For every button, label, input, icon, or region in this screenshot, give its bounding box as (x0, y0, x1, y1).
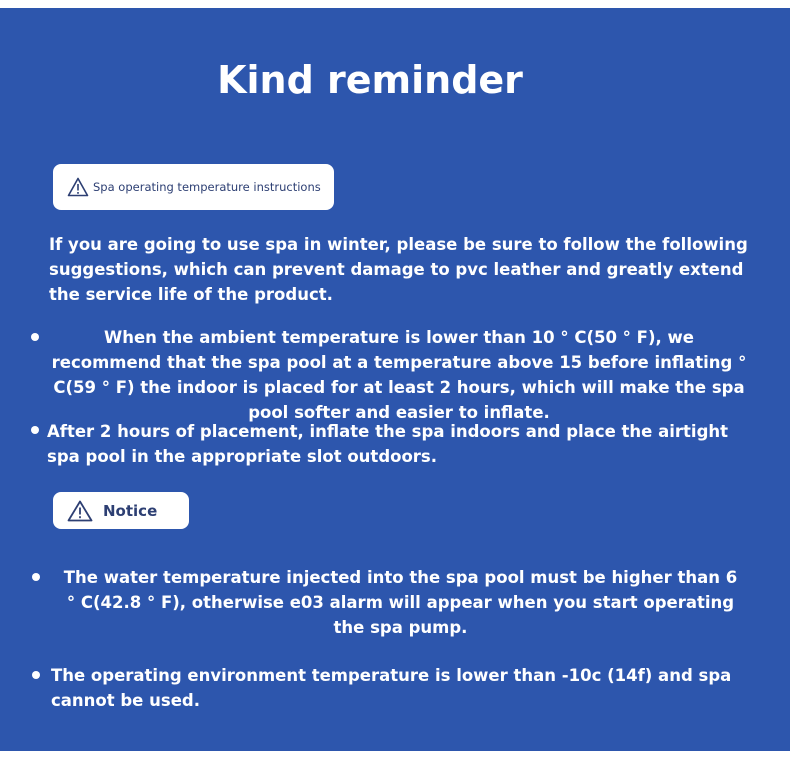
badge-label: Notice (103, 501, 158, 520)
list-item: The water temperature injected into the spa pool must be higher than 6 ° C(42.8 ° F), otherwise e03 alarm will appear when you start operating the spa pump. (63, 568, 738, 637)
bullet-dot (32, 573, 40, 581)
badge-label: Spa operating temperature instructions (93, 180, 321, 194)
reminder-panel (0, 8, 790, 751)
list-item: When the ambient temperature is lower than 10 ° C(50 ° F), we recommend that the spa pool at a temperature above 15 before inflating ° C(59 ° F) the indoor is placed for at least 2 hours, which will make the spa pool softer and easier to inflate. (51, 328, 747, 422)
warning-triangle-icon (67, 500, 93, 522)
intro-text: If you are going to use spa in winter, please be sure to follow the following suggestions, which can prevent damage to pvc leather and greatly extend the service life of the product. (49, 235, 748, 304)
spa-temperature-instructions-badge (53, 164, 334, 210)
list-item: After 2 hours of placement, inflate the spa indoors and place the airtight spa pool in the appropriate slot outdoors. (47, 422, 729, 466)
bullet-dot (31, 333, 39, 341)
list-item: The operating environment temperature is lower than -10c (14f) and spa cannot be used. (51, 666, 732, 710)
bullet-dot (31, 426, 39, 434)
page-title: Kind reminder (217, 58, 523, 102)
bullet-dot (32, 671, 40, 679)
notice-badge (53, 492, 189, 529)
warning-triangle-icon (67, 177, 89, 197)
